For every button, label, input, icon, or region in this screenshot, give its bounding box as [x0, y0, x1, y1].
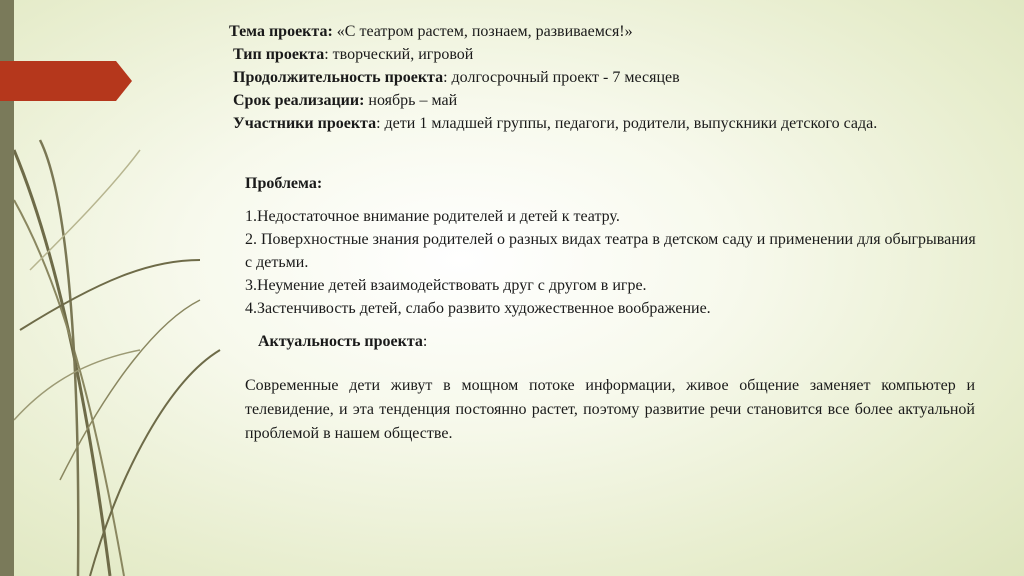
- relevance-heading: Актуальность проекта: [258, 333, 423, 350]
- participants-line: [229, 112, 989, 135]
- relevance-text: Современные дети живут в мощном потоке информации, живое общение заменяет компьютер и телевидение, и эта тенденция постоянно растет, поэтому развитие речи становится все более актуальной проблемой в нашем обществе.: [245, 377, 975, 442]
- duration-label: Продолжительность проекта: [233, 69, 444, 86]
- duration-value: : долгосрочный проект - 7 месяцев: [443, 69, 680, 86]
- problem-item-2: 2. Поверхностные знания родителей о разных видах театра в детском саду и применении для обыгрывания с детьми.: [245, 231, 976, 271]
- type-label: Тип проекта: [233, 46, 325, 63]
- type-line: [229, 43, 989, 66]
- theme-label: Тема проекта:: [229, 23, 333, 40]
- problem-item-1: 1.Недостаточное внимание родителей и детей к театру.: [245, 208, 620, 225]
- problem-item-4: 4.Застенчивость детей, слабо развито художественное воображение.: [245, 300, 711, 317]
- problem-item-3: 3.Неумение детей взаимодействовать друг с другом в игре.: [245, 277, 647, 294]
- theme-value: «С театром растем, познаем, развиваемся!»: [332, 23, 633, 40]
- participants-label: Участники проекта: [233, 115, 377, 132]
- problem-heading: Проблема:: [245, 175, 323, 192]
- accent-arrow-tab: [0, 58, 134, 104]
- type-value: : творческий, игровой: [324, 46, 474, 63]
- period-label: Срок реализации:: [233, 92, 365, 109]
- relevance-heading-line: [258, 330, 427, 353]
- relevance-heading-suffix: :: [422, 333, 428, 350]
- problem-section: [245, 172, 985, 320]
- period-value: ноябрь – май: [364, 92, 458, 109]
- duration-line: [229, 66, 989, 89]
- period-line: [229, 89, 989, 112]
- participants-value: : дети 1 младшей группы, педагоги, родители, выпускники детского сада.: [376, 115, 878, 132]
- project-info: [229, 20, 989, 135]
- theme-line: [229, 20, 989, 43]
